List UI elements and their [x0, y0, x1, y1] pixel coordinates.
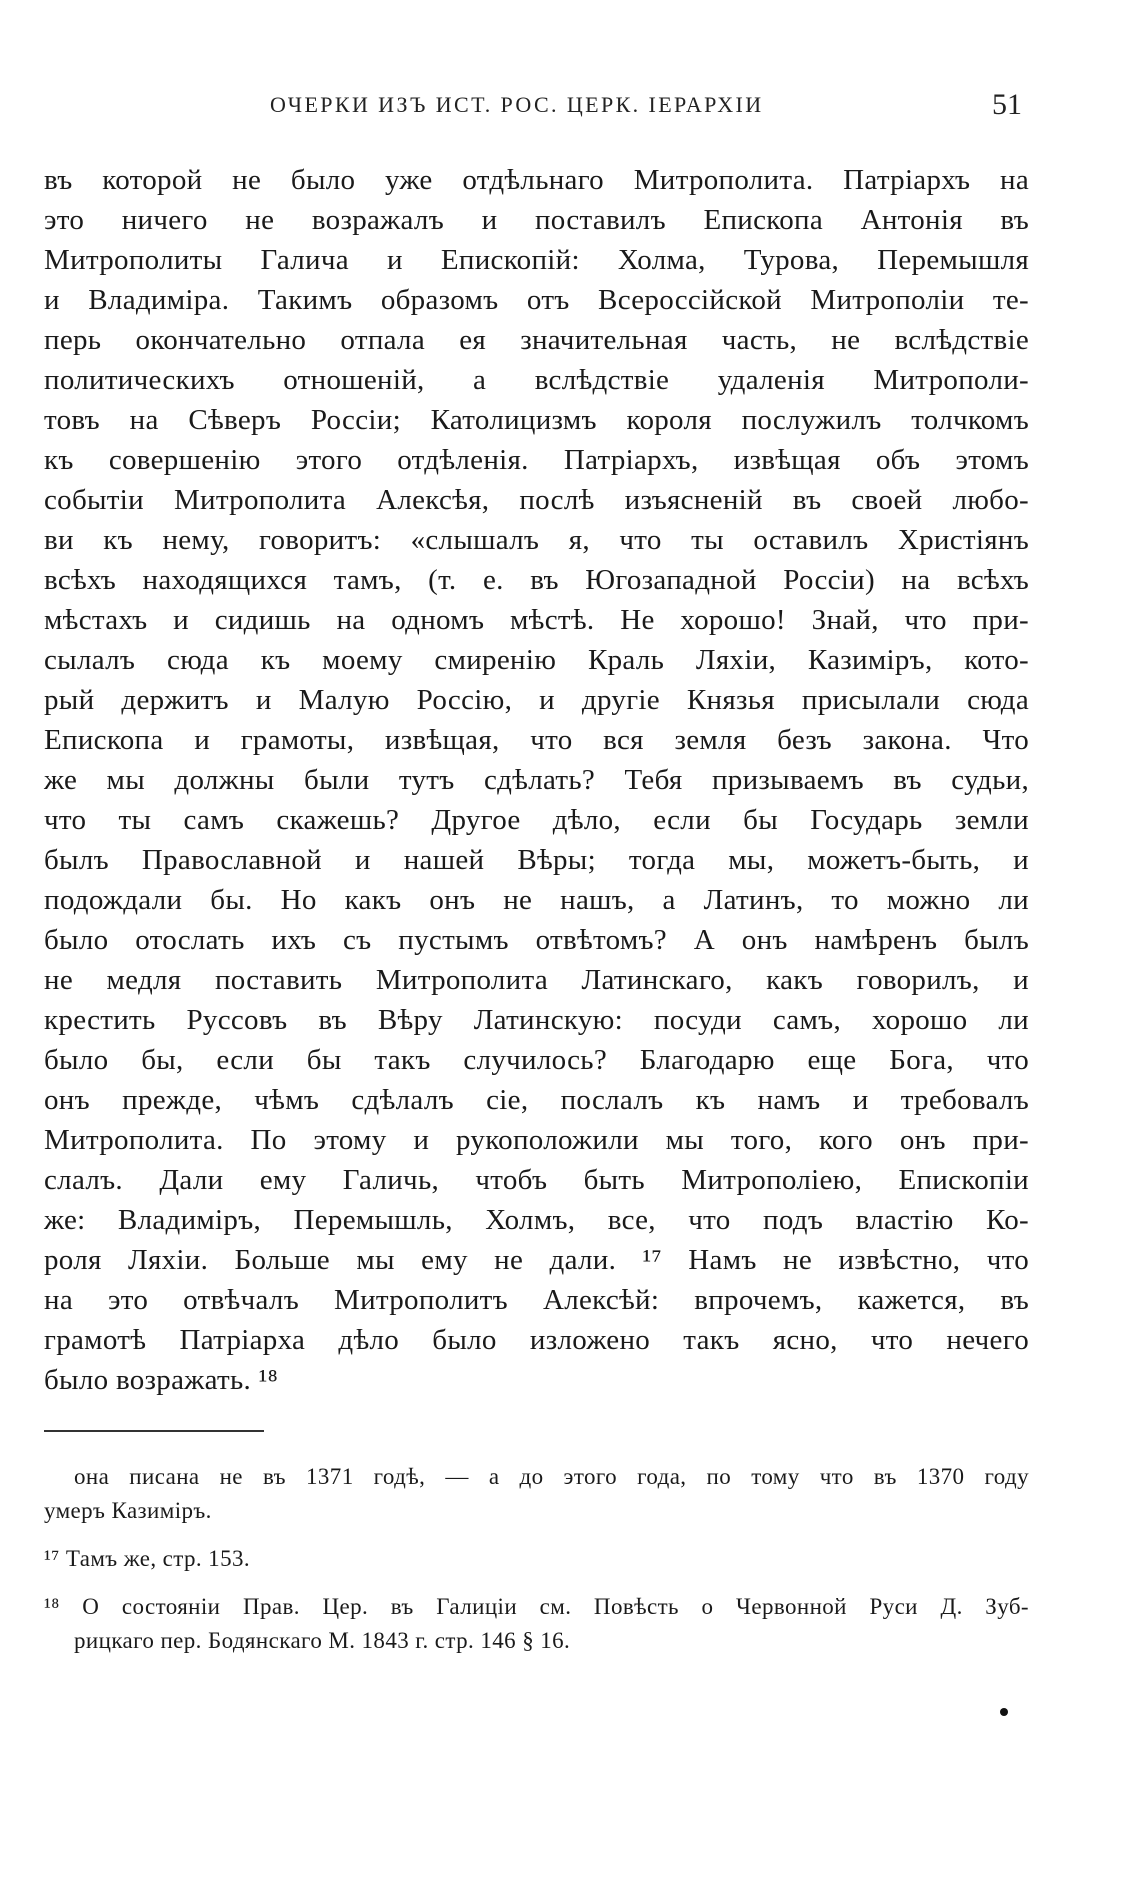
- ink-speck: [1000, 1708, 1008, 1716]
- text-line: слалъ. Дали ему Галичь, чтобъ быть Митрополіею, Епископіи: [44, 1164, 1029, 1196]
- text-line: Митрополита. По этому и рукоположили мы того, кого онъ при-: [44, 1124, 1029, 1156]
- footnote-17: ¹⁷ Тамъ же, стр. 153.: [44, 1546, 251, 1571]
- text-line: событіи Митрополита Алексѣя, послѣ изъясненій въ своей любо-: [44, 484, 1029, 516]
- text-line: было отослать ихъ съ пустымъ отвѣтомъ? А онъ намѣренъ былъ: [44, 924, 1029, 956]
- text-line: мѣстахъ и сидишь на одномъ мѣстѣ. Не хорошо! Знай, что при-: [44, 604, 1029, 636]
- text-line: онъ прежде, чѣмъ сдѣлалъ сіе, послалъ къ намъ и требовалъ: [44, 1084, 1029, 1116]
- text-line: было бы, если бы такъ случилось? Благодарю еще Бога, что: [44, 1044, 1029, 1076]
- text-line: же мы должны были тутъ сдѣлать? Тебя призываемъ въ судьи,: [44, 764, 1029, 796]
- text-line: всѣхъ находящихся тамъ, (т. е. въ Югозападной Россіи) на всѣхъ: [44, 564, 1029, 596]
- text-line: къ совершенію этого отдѣленія. Патріархъ, извѣщая объ этомъ: [44, 444, 1029, 476]
- text-line: это ничего не возражалъ и поставилъ Епископа Антонія въ: [44, 204, 1029, 236]
- text-line: подождали бы. Но какъ онъ не нашъ, а Латинъ, то можно ли: [44, 884, 1029, 916]
- text-line: не медля поставить Митрополита Латинскаго, какъ говорилъ, и: [44, 964, 1029, 996]
- page-number: 51: [992, 88, 1022, 121]
- text-line: и Владиміра. Такимъ образомъ отъ Всероссійской Митрополіи те-: [44, 284, 1029, 316]
- text-line: въ которой не было уже отдѣльнаго Митрополита. Патріархъ на: [44, 164, 1029, 196]
- footnote-continuation: она писана не въ 1371 годѣ, — а до этого года, по тому что въ 1370 году: [74, 1464, 1029, 1489]
- footnote-continuation: умеръ Казиміръ.: [44, 1498, 212, 1523]
- text-line: на это отвѣчалъ Митрополитъ Алексѣй: впрочемъ, кажется, въ: [44, 1284, 1029, 1316]
- text-line: грамотѣ Патріарха дѣло было изложено такъ ясно, что нечего: [44, 1324, 1029, 1356]
- text-line: Митрополиты Галича и Епископій: Холма, Турова, Перемышля: [44, 244, 1029, 276]
- body-text: [44, 160, 1029, 1400]
- footnote-rule: [44, 1430, 264, 1432]
- text-line: Епископа и грамоты, извѣщая, что вся земля безъ закона. Что: [44, 724, 1029, 756]
- footnotes: [44, 1460, 1029, 1658]
- text-line: политическихъ отношеній, а вслѣдствіе удаленія Митрополи-: [44, 364, 1029, 396]
- text-line: сылалъ сюда къ моему смиренію Краль Ляхіи, Казиміръ, кото-: [44, 644, 1029, 676]
- text-line: былъ Православной и нашей Вѣры; тогда мы, можетъ-быть, и: [44, 844, 1029, 876]
- text-line: было возражать. ¹⁸: [44, 1364, 279, 1396]
- text-line: товъ на Сѣверъ Россіи; Католицизмъ короля послужилъ толчкомъ: [44, 404, 1029, 436]
- text-line: перь окончательно отпала ея значительная часть, не вслѣдствіе: [44, 324, 1029, 356]
- running-header: ОЧЕРКИ ИЗЪ ИСТ. РОС. ЦЕРК. ІЕРАРХІИ: [270, 92, 764, 117]
- text-line: рый держитъ и Малую Россію, и другіе Князья присылали сюда: [44, 684, 1029, 716]
- text-line: роля Ляхіи. Больше мы ему не дали. ¹⁷ Намъ не извѣстно, что: [44, 1244, 1029, 1276]
- text-line: же: Владиміръ, Перемышль, Холмъ, все, что подъ властію Ко-: [44, 1204, 1029, 1236]
- text-line: крестить Руссовъ въ Вѣру Латинскую: посуди самъ, хорошо ли: [44, 1004, 1029, 1036]
- footnote-18-continuation: рицкаго пер. Бодянскаго М. 1843 г. стр. 146 § 16.: [74, 1628, 571, 1653]
- text-line: ви къ нему, говоритъ: «слышалъ я, что ты оставилъ Христіянъ: [44, 524, 1029, 556]
- text-line: что ты самъ скажешь? Другое дѣло, если бы Государь земли: [44, 804, 1029, 836]
- footnote-18: ¹⁸ О состояніи Прав. Цер. въ Галиціи см. Повѣсть о Червонной Руси Д. Зуб-: [44, 1594, 1029, 1619]
